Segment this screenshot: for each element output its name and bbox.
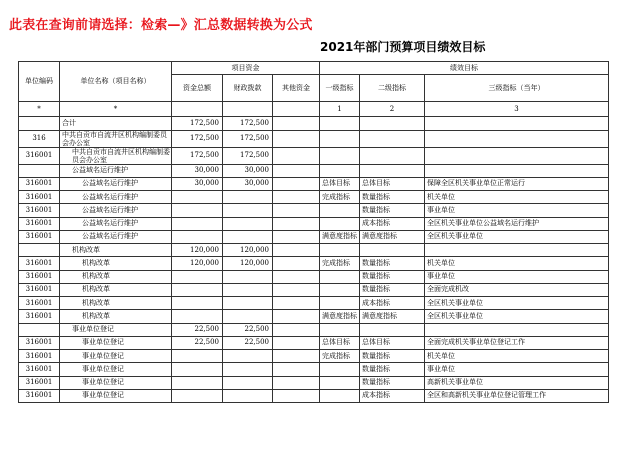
level3-indicator-cell: 机关单位: [425, 191, 609, 204]
unit-code-cell: 316001: [19, 350, 60, 363]
table-row: [19, 270, 609, 283]
header-total: 资金总额: [172, 75, 223, 102]
fiscal-amount-cell: 172,500: [223, 147, 273, 164]
unit-name-cell: 中共自贡市自流井区机构编制委员会办公室: [60, 147, 172, 164]
unit-code-cell: 316001: [19, 270, 60, 283]
level1-indicator-cell: 完成指标: [320, 257, 360, 270]
total-amount-cell: 120,000: [172, 244, 223, 257]
table-row: [19, 164, 609, 177]
unit-name-cell: 公益域名运行维护: [60, 230, 172, 243]
other-funds-cell: [273, 217, 320, 230]
level2-indicator-cell: 数量指标: [360, 270, 425, 283]
total-amount-cell: 172,500: [172, 130, 223, 147]
unit-code-cell: [19, 323, 60, 336]
level1-indicator-cell: [320, 389, 360, 402]
table-row: [19, 363, 609, 376]
other-funds-cell: [273, 191, 320, 204]
level2-indicator-cell: 数量指标: [360, 363, 425, 376]
marker-empty: [223, 102, 273, 117]
other-funds-cell: [273, 270, 320, 283]
unit-code-cell: 316001: [19, 191, 60, 204]
level1-indicator-cell: [320, 204, 360, 217]
unit-code-cell: 316001: [19, 363, 60, 376]
total-amount-cell: [172, 350, 223, 363]
other-funds-cell: [273, 283, 320, 296]
level3-indicator-cell: 全区和高新机关事业单位登记管理工作: [425, 389, 609, 402]
unit-name-cell: 中共自贡市自流井区机构编制委员会办公室: [60, 130, 172, 147]
level3-indicator-cell: 全区机关事业单位: [425, 297, 609, 310]
unit-name-cell: 公益域名运行维护: [60, 191, 172, 204]
level3-indicator-cell: 全面完成机改: [425, 283, 609, 296]
unit-code-cell: [19, 164, 60, 177]
fiscal-amount-cell: 22,500: [223, 336, 273, 349]
unit-name-cell: 事业单位登记: [60, 363, 172, 376]
total-amount-cell: 30,000: [172, 164, 223, 177]
table-row: [19, 244, 609, 257]
level3-indicator-cell: [425, 147, 609, 164]
fiscal-amount-cell: 172,500: [223, 130, 273, 147]
fiscal-amount-cell: [223, 350, 273, 363]
fiscal-amount-cell: 22,500: [223, 323, 273, 336]
level2-indicator-cell: 数量指标: [360, 283, 425, 296]
table-row: [19, 130, 609, 147]
other-funds-cell: [273, 117, 320, 130]
fiscal-amount-cell: 30,000: [223, 164, 273, 177]
table-row: [19, 336, 609, 349]
table-row: [19, 191, 609, 204]
total-amount-cell: 22,500: [172, 336, 223, 349]
other-funds-cell: [273, 147, 320, 164]
marker-empty: [172, 102, 223, 117]
table-row: [19, 283, 609, 296]
unit-name-cell: 事业单位登记: [60, 350, 172, 363]
other-funds-cell: [273, 376, 320, 389]
unit-code-cell: [19, 244, 60, 257]
level2-indicator-cell: 数量指标: [360, 257, 425, 270]
marker-star-2: *: [60, 102, 172, 117]
performance-goals-table: [18, 61, 609, 403]
total-amount-cell: [172, 376, 223, 389]
unit-name-cell: 机构改革: [60, 283, 172, 296]
other-funds-cell: [273, 389, 320, 402]
fiscal-amount-cell: [223, 363, 273, 376]
header-row-top: [19, 62, 609, 75]
total-amount-cell: 172,500: [172, 147, 223, 164]
unit-name-cell: 机构改革: [60, 270, 172, 283]
table-row: [19, 323, 609, 336]
table-row: [19, 147, 609, 164]
unit-name-cell: 事业单位登记: [60, 336, 172, 349]
unit-name-cell: 事业单位登记: [60, 323, 172, 336]
level1-indicator-cell: [320, 376, 360, 389]
table-row: [19, 389, 609, 402]
other-funds-cell: [273, 244, 320, 257]
level2-indicator-cell: [360, 164, 425, 177]
unit-name-cell: 机构改革: [60, 297, 172, 310]
level3-indicator-cell: 事业单位: [425, 270, 609, 283]
level3-indicator-cell: [425, 323, 609, 336]
unit-code-cell: 316001: [19, 204, 60, 217]
header-other: 其他资金: [273, 75, 320, 102]
header-level1: 一级指标: [320, 75, 360, 102]
other-funds-cell: [273, 323, 320, 336]
level3-indicator-cell: 机关单位: [425, 257, 609, 270]
formula-notice: 此表在查询前请选择：检索—》汇总数据转换为公式: [9, 18, 313, 33]
header-goal-group: 绩效目标: [320, 62, 609, 75]
level3-indicator-cell: 全区机关事业单位公益域名运行维护: [425, 217, 609, 230]
marker-star-1: *: [19, 102, 60, 117]
level2-indicator-cell: 成本指标: [360, 297, 425, 310]
total-amount-cell: 120,000: [172, 257, 223, 270]
level2-indicator-cell: [360, 130, 425, 147]
level3-indicator-cell: 全区机关事业单位: [425, 230, 609, 243]
level3-indicator-cell: 事业单位: [425, 204, 609, 217]
level1-indicator-cell: 满意度指标: [320, 310, 360, 323]
total-amount-cell: 172,500: [172, 117, 223, 130]
unit-code-cell: 316001: [19, 177, 60, 190]
unit-code-cell: 316: [19, 130, 60, 147]
level2-indicator-cell: [360, 117, 425, 130]
unit-code-cell: 316001: [19, 336, 60, 349]
fiscal-amount-cell: [223, 283, 273, 296]
level1-indicator-cell: [320, 244, 360, 257]
level1-indicator-cell: [320, 147, 360, 164]
fiscal-amount-cell: 120,000: [223, 244, 273, 257]
fiscal-amount-cell: [223, 230, 273, 243]
other-funds-cell: [273, 297, 320, 310]
fiscal-amount-cell: [223, 270, 273, 283]
total-amount-cell: [172, 270, 223, 283]
fiscal-amount-cell: [223, 217, 273, 230]
table-row: [19, 310, 609, 323]
other-funds-cell: [273, 177, 320, 190]
unit-code-cell: 316001: [19, 297, 60, 310]
table-body: [19, 62, 609, 403]
other-funds-cell: [273, 130, 320, 147]
level3-indicator-cell: 事业单位: [425, 363, 609, 376]
table-row: [19, 230, 609, 243]
fiscal-amount-cell: 172,500: [223, 117, 273, 130]
total-amount-cell: [172, 389, 223, 402]
level2-indicator-cell: [360, 244, 425, 257]
page-title: 2021年部门预算项目绩效目标: [320, 40, 486, 54]
unit-name-cell: 公益域名运行维护: [60, 164, 172, 177]
marker-empty: [273, 102, 320, 117]
other-funds-cell: [273, 257, 320, 270]
unit-name-cell: 事业单位登记: [60, 389, 172, 402]
header-unit-code: 单位编码: [19, 62, 60, 102]
fiscal-amount-cell: [223, 297, 273, 310]
level2-indicator-cell: 数量指标: [360, 191, 425, 204]
other-funds-cell: [273, 310, 320, 323]
unit-name-cell: 公益域名运行维护: [60, 177, 172, 190]
other-funds-cell: [273, 204, 320, 217]
level1-indicator-cell: [320, 283, 360, 296]
total-amount-cell: [172, 230, 223, 243]
level3-indicator-cell: 全区机关事业单位: [425, 310, 609, 323]
header-level3: 三级指标（当年）: [425, 75, 609, 102]
other-funds-cell: [273, 350, 320, 363]
level1-indicator-cell: [320, 363, 360, 376]
level2-indicator-cell: 满意度指标: [360, 310, 425, 323]
table-row: [19, 177, 609, 190]
fiscal-amount-cell: 120,000: [223, 257, 273, 270]
unit-code-cell: 316001: [19, 310, 60, 323]
level2-indicator-cell: 数量指标: [360, 204, 425, 217]
unit-name-cell: 公益域名运行维护: [60, 217, 172, 230]
level2-indicator-cell: 数量指标: [360, 350, 425, 363]
level2-indicator-cell: 满意度指标: [360, 230, 425, 243]
unit-name-cell: 机构改革: [60, 257, 172, 270]
level1-indicator-cell: [320, 117, 360, 130]
table-row: [19, 376, 609, 389]
unit-code-cell: 316001: [19, 147, 60, 164]
level3-indicator-cell: [425, 130, 609, 147]
unit-code-cell: 316001: [19, 376, 60, 389]
level1-indicator-cell: [320, 164, 360, 177]
total-amount-cell: [172, 297, 223, 310]
level3-indicator-cell: 高新机关事业单位: [425, 376, 609, 389]
level1-indicator-cell: [320, 270, 360, 283]
unit-name-cell: 机构改革: [60, 244, 172, 257]
total-amount-cell: [172, 191, 223, 204]
total-amount-cell: [172, 363, 223, 376]
total-amount-cell: [172, 283, 223, 296]
level2-indicator-cell: [360, 323, 425, 336]
level1-indicator-cell: [320, 323, 360, 336]
header-funds-group: 项目资金: [172, 62, 320, 75]
unit-name-cell: 合计: [60, 117, 172, 130]
total-amount-cell: [172, 217, 223, 230]
level3-indicator-cell: [425, 117, 609, 130]
header-fiscal: 财政拨款: [223, 75, 273, 102]
unit-code-cell: [19, 117, 60, 130]
other-funds-cell: [273, 230, 320, 243]
total-amount-cell: [172, 204, 223, 217]
unit-code-cell: 316001: [19, 389, 60, 402]
fiscal-amount-cell: 30,000: [223, 177, 273, 190]
other-funds-cell: [273, 164, 320, 177]
level1-indicator-cell: 完成指标: [320, 191, 360, 204]
fiscal-amount-cell: [223, 204, 273, 217]
fiscal-amount-cell: [223, 389, 273, 402]
level1-indicator-cell: 满意度指标: [320, 230, 360, 243]
unit-name-cell: 公益域名运行维护: [60, 204, 172, 217]
level3-indicator-cell: 机关单位: [425, 350, 609, 363]
fiscal-amount-cell: [223, 310, 273, 323]
header-level2: 二级指标: [360, 75, 425, 102]
level3-indicator-cell: [425, 244, 609, 257]
unit-code-cell: 316001: [19, 230, 60, 243]
level1-indicator-cell: [320, 297, 360, 310]
fiscal-amount-cell: [223, 376, 273, 389]
level1-indicator-cell: 总体目标: [320, 177, 360, 190]
other-funds-cell: [273, 336, 320, 349]
table-row: [19, 217, 609, 230]
level2-indicator-cell: [360, 147, 425, 164]
unit-code-cell: 316001: [19, 257, 60, 270]
fiscal-amount-cell: [223, 191, 273, 204]
level3-indicator-cell: [425, 164, 609, 177]
level1-indicator-cell: [320, 217, 360, 230]
level1-indicator-cell: 总体目标: [320, 336, 360, 349]
level2-indicator-cell: 数量指标: [360, 376, 425, 389]
unit-name-cell: 事业单位登记: [60, 376, 172, 389]
unit-name-cell: 机构改革: [60, 310, 172, 323]
table-row: [19, 257, 609, 270]
level2-indicator-cell: 总体目标: [360, 177, 425, 190]
table-row: [19, 350, 609, 363]
level2-indicator-cell: 成本指标: [360, 217, 425, 230]
marker-num-1: 1: [320, 102, 360, 117]
table-row: [19, 297, 609, 310]
unit-code-cell: 316001: [19, 217, 60, 230]
level3-indicator-cell: 保障全区机关事业单位正常运行: [425, 177, 609, 190]
level1-indicator-cell: 完成指标: [320, 350, 360, 363]
level2-indicator-cell: 总体目标: [360, 336, 425, 349]
level2-indicator-cell: 成本指标: [360, 389, 425, 402]
total-amount-cell: 22,500: [172, 323, 223, 336]
header-unit-name: 单位名称（项目名称）: [60, 62, 172, 102]
level3-indicator-cell: 全面完成机关事业单位登记工作: [425, 336, 609, 349]
level1-indicator-cell: [320, 130, 360, 147]
marker-row: [19, 102, 609, 117]
table-row: [19, 204, 609, 217]
other-funds-cell: [273, 363, 320, 376]
total-amount-cell: 30,000: [172, 177, 223, 190]
marker-num-3: 3: [425, 102, 609, 117]
unit-code-cell: 316001: [19, 283, 60, 296]
marker-num-2: 2: [360, 102, 425, 117]
table-row: [19, 117, 609, 130]
total-amount-cell: [172, 310, 223, 323]
